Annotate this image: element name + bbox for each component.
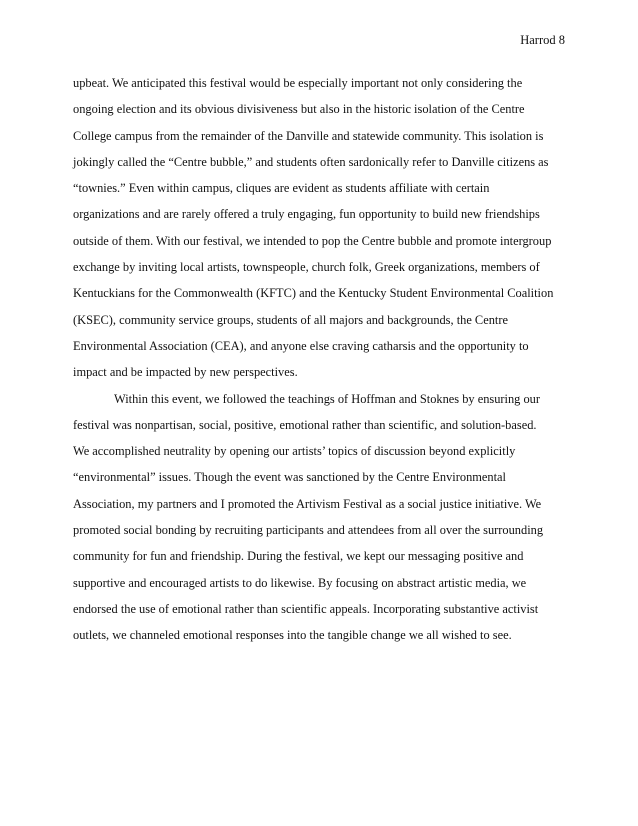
paragraph-first-line: Within this event, we followed the teachings of Hoffman and Stoknes by ensuring our	[114, 391, 540, 406]
body-text	[73, 70, 573, 649]
text-line: “environmental” issues. Though the event was sanctioned by the Centre Environmental	[73, 470, 506, 485]
text-line: exchange by inviting local artists, townspeople, church folk, Greek organizations, members of	[73, 260, 540, 275]
text-line: We accomplished neutrality by opening our artists’ topics of discussion beyond explicitly	[73, 444, 516, 459]
text-line: outside of them. With our festival, we intended to pop the Centre bubble and promote intergroup	[73, 233, 552, 248]
running-head: Harrod 8	[520, 33, 565, 47]
text-line: upbeat. We anticipated this festival would be especially important not only considering the	[73, 76, 523, 90]
text-line: jokingly called the “Centre bubble,” and students often sardonically refer to Danville citizens as	[73, 154, 549, 169]
text-line: College campus from the remainder of the Danville and statewide community. This isolation is	[73, 128, 544, 143]
text-line: organizations and are rarely offered a truly engaging, fun opportunity to build new friendships	[73, 207, 540, 222]
text-line: supportive and encouraged artists to do likewise. By focusing on abstract artistic media, we	[73, 575, 527, 590]
text-line: (KSEC), community service groups, students of all majors and backgrounds, the Centre	[73, 312, 508, 327]
text-line: community for fun and friendship. During the festival, we kept our messaging positive and	[73, 549, 524, 564]
text-line: promoted social bonding by recruiting participants and attendees from all over the surrounding	[73, 523, 544, 538]
text-line: Association, my partners and I promoted the Artivism Festival as a social justice initiative. We	[73, 496, 542, 511]
text-line: endorsed the use of emotional rather than scientific appeals. Incorporating substantive activist	[73, 601, 539, 616]
text-line: Kentuckians for the Commonwealth (KFTC) and the Kentucky Student Environmental Coalition	[73, 286, 554, 301]
text-line: festival was nonpartisan, social, positive, emotional rather than scientific, and solution-based.	[73, 417, 537, 432]
text-line: Environmental Association (CEA), and anyone else craving catharsis and the opportunity to	[73, 338, 529, 353]
text-line: impact and be impacted by new perspectives.	[73, 365, 298, 380]
text-line: outlets, we channeled emotional responses into the tangible change we all wished to see.	[73, 628, 512, 643]
text-line: ongoing election and its obvious divisiveness but also in the historic isolation of the Centre	[73, 102, 525, 117]
text-line: “townies.” Even within campus, cliques are evident as students affiliate with certain	[73, 181, 490, 196]
